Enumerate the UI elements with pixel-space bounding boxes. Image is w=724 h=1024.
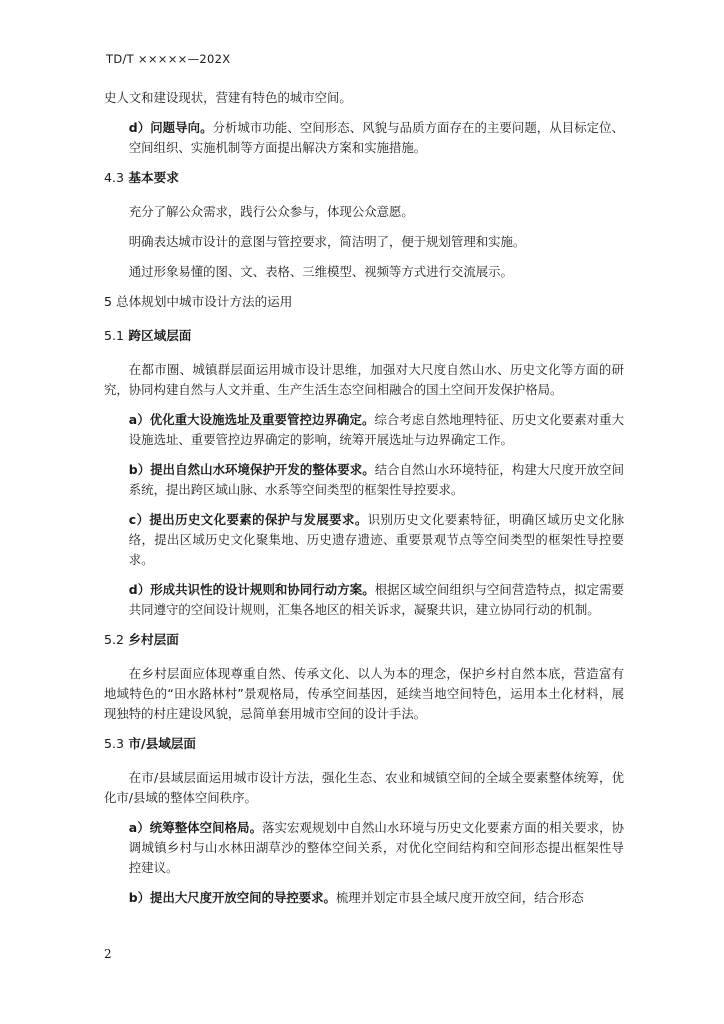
section-title: 市/县域层面: [128, 736, 196, 751]
list-item-text: 识别历史文化要素特征，明确区域历史文化脉络，提出区域历史文化聚集地、历史遗存遗迹、重要景观节点等空间类型的框架性导控要求。: [128, 512, 624, 567]
list-item-text: 根据区域空间组织与空间营造特点，拟定需要共同遵守的空间设计规则，汇集各地区的相关诉求，凝聚共识，建立协同行动的机制。: [128, 582, 625, 617]
section-number: 5.1: [104, 328, 125, 343]
paragraph: 史人文和建设现状，营建有特色的城市空间。: [104, 90, 352, 105]
list-item-text: 分析城市功能、空间形态、风貌与品质方面存在的主要问题，从目标定位、空间组织、实施机制等方面提出解决方案和实施措施。: [128, 120, 625, 155]
paragraph: 通过形象易懂的图、文、表格、三维模型、视频等方式进行交流展示。: [128, 264, 513, 279]
section-heading: [104, 734, 624, 754]
section-number: 5.2: [104, 632, 125, 647]
list-item: [104, 460, 624, 500]
section-heading: [104, 292, 624, 312]
list-item-label: a）优化重大设施选址及重要管控边界确定。: [128, 412, 375, 427]
section-title: 乡村层面: [128, 632, 179, 647]
paragraph: 明确表达城市设计的意图与管控要求，简洁明了，便于规划管理和实施。: [128, 234, 526, 249]
list-item-text: 综合考虑自然地理特征、历史文化要素对重大设施选址、重要管控边界确定的影响，统筹开展选址与边界确定工作。: [128, 412, 625, 447]
section-title: 跨区域层面: [128, 328, 192, 343]
page-number: 2: [104, 947, 112, 961]
section-number: 4.3: [104, 170, 125, 185]
list-item: [104, 580, 624, 620]
list-item: [104, 818, 624, 878]
list-item-label: b）提出大尺度开放空间的导控要求。: [128, 890, 336, 905]
section-number: 5: [104, 294, 113, 309]
list-item-label: d）形成共识性的设计规则和协同行动方案。: [128, 582, 375, 597]
section-heading: [104, 326, 624, 346]
section-title: 总体规划中城市设计方法的运用: [116, 294, 293, 309]
paragraph: 充分了解公众需求，践行公众参与，体现公众意愿。: [128, 204, 414, 219]
list-item: [104, 510, 624, 570]
paragraph: 在市/县域层面运用城市设计方法，强化生态、农业和城镇空间的全域全要素整体统筹，优化市/县域的整体空间秩序。: [104, 770, 624, 805]
paragraph: 在乡村层面应体现尊重自然、传承文化、以人为本的理念，保护乡村自然本底，营造富有地域特色的“田水路林村”景观格局，传承空间基因，延续当地空间特色，运用本土化材料，展现独特的村庄建设风貌，忌简单套用城市空间的设计手法。: [104, 666, 624, 721]
list-item-label: b）提出自然山水环境保护开发的整体要求。: [128, 462, 375, 477]
section-heading: [104, 168, 624, 188]
list-item-text: 落实宏观规划中自然山水环境与历史文化要素方面的相关要求，协调城镇乡村与山水林田湖草沙的整体空间关系，对优化空间结构和空间形态提出框架性导控建议。: [128, 820, 624, 875]
list-item-label: d）问题导向。: [128, 120, 213, 135]
list-item: [104, 410, 624, 450]
section-number: 5.3: [104, 736, 125, 751]
list-item: [104, 118, 624, 158]
list-item: [104, 888, 624, 908]
section-title: 基本要求: [128, 170, 179, 185]
document-code-header: TD/T ×××××—202X: [106, 52, 231, 66]
list-item-text: 梳理并划定市县全域尺度开放空间，结合形态: [335, 890, 584, 905]
list-item-label: c）提出历史文化要素的保护与发展要求。: [128, 512, 368, 527]
section-heading: [104, 630, 624, 650]
paragraph: 在都市圈、城镇群层面运用城市设计思维，加强对大尺度自然山水、历史文化等方面的研究，协同构建自然与人文并重、生产生活生态空间相融合的国土空间开发保护格局。: [104, 362, 624, 397]
list-item-text: 结合自然山水环境特征，构建大尺度开放空间系统，提出跨区域山脉、水系等空间类型的框架性导控要求。: [128, 462, 625, 497]
list-item-label: a）统筹整体空间格局。: [128, 820, 263, 835]
document-body: [104, 88, 624, 918]
